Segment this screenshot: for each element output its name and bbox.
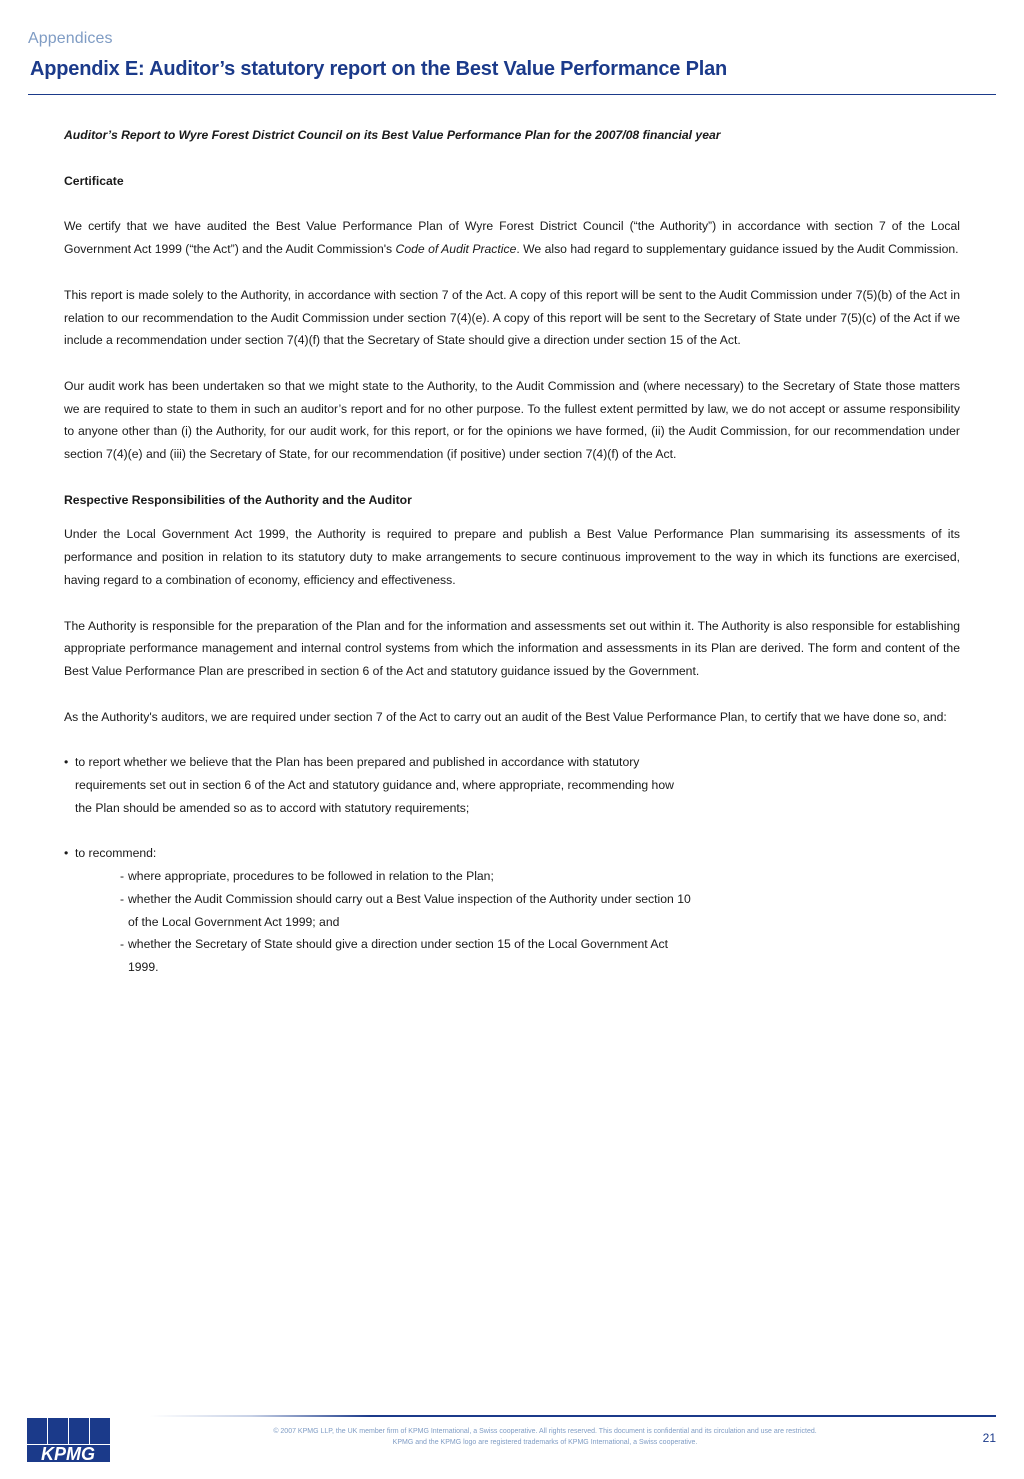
dash-icon: - bbox=[120, 937, 125, 952]
sub-list-item-text: where appropriate, procedures to be followed in relation to the Plan; bbox=[128, 869, 494, 884]
sub-list-item bbox=[120, 933, 700, 978]
responsibilities-heading: Respective Responsibilities of the Authority and the Auditor bbox=[64, 492, 412, 507]
bullet-icon: • bbox=[64, 755, 69, 770]
logo-block-4 bbox=[90, 1418, 110, 1444]
sub-list-item-text: whether the Audit Commission should carry out a Best Value inspection of the Authority under section 10 of the Local Government Act 1999; and bbox=[128, 891, 691, 929]
heading-divider bbox=[28, 94, 996, 95]
page-title: Appendix E: Auditor’s statutory report on the Best Value Performance Plan bbox=[30, 58, 728, 80]
responsibilities-paragraph-1: Under the Local Government Act 1999, the Authority is required to prepare and publish a Best Value Performance Plan summarising its assessments of its performance and position in relation to its statutory duty to make arrangements to secure continuous improvement to the way in which its functions are exercised, having regard to a combination of economy, efficiency and effectiveness. bbox=[64, 527, 960, 587]
report-body bbox=[64, 124, 960, 979]
list-item-text: to report whether we believe that the Plan has been prepared and published in accordance with statutory requirements set out in section 6 of the Act and statutory guidance and, where appropriate, recommending how the Plan should be amended so as to accord with statutory requirements; bbox=[75, 755, 674, 815]
certificate-paragraph-1-end: . We also had regard to supplementary guidance issued by the Audit Commission. bbox=[516, 242, 959, 257]
responsibilities-paragraph-2: The Authority is responsible for the preparation of the Plan and for the information and assessments set out within it. The Authority is also responsible for establishing appropriate performance management and internal control systems from which the information and assessments in its Plan are derived. The form and content of the Best Value Performance Plan are prescribed in section 6 of the Act and statutory guidance issued by the Government. bbox=[64, 618, 960, 678]
copyright-line-1: © 2007 KPMG LLP, the UK member firm of KPMG International, a Swiss cooperative. All rights reserved. This document is confidential and its circulation and use are restricted. bbox=[273, 1428, 817, 1435]
code-of-audit-practice-text: Code of Audit Practice bbox=[395, 242, 517, 257]
certificate-paragraph-3: Our audit work has been undertaken so that we might state to the Authority, to the Audit Commission and (where necessary) to the Secretary of State those matters we are required to state to them in such an auditor’s report and for no other purpose. To the fullest extent permitted by law, we do not accept or assume responsibility to anyone other than (i) the Authority, for our audit work, for this report, or for the opinions we have formed, (ii) the Audit Commission, for our recommendation under section 7(4)(e) and (iii) the Secretary of State, for our recommendation (if positive) under section 7(4)(f) of the Act. bbox=[64, 378, 960, 462]
section-label: Appendices bbox=[28, 30, 113, 47]
recommend-sub-list bbox=[120, 865, 700, 979]
dash-icon: - bbox=[120, 869, 125, 884]
kpmg-logo bbox=[26, 1417, 112, 1465]
page-number: 21 bbox=[982, 1431, 996, 1445]
certificate-paragraph-1 bbox=[64, 215, 960, 260]
footer-divider bbox=[150, 1415, 996, 1417]
copyright-line-2: KPMG and the KPMG logo are registered trademarks of KPMG International, a Swiss cooperative. bbox=[392, 1439, 698, 1446]
list-item-text: to recommend: bbox=[75, 846, 157, 861]
certificate-heading: Certificate bbox=[64, 173, 124, 188]
dash-icon: - bbox=[120, 891, 125, 906]
list-item-report bbox=[64, 751, 675, 819]
sub-list-item bbox=[120, 888, 700, 933]
logo-block-1 bbox=[27, 1418, 47, 1444]
bullet-icon: • bbox=[64, 846, 69, 861]
list-item-recommend bbox=[64, 842, 675, 865]
sub-list-item bbox=[120, 865, 700, 888]
certificate-paragraph-2: This report is made solely to the Authority, in accordance with section 7 of the Act. A copy of this report will be sent to the Audit Commission under 7(5)(b) of the Act in relation to our recommendation to the Audit Commission under section 7(4)(e). A copy of this report will be sent to the Secretary of State under 7(5)(c) of the Act if we include a recommendation under section 7(4)(f) that the Secretary of State should give a direction under section 15 of the Act. bbox=[64, 287, 960, 348]
logo-text: KPMG bbox=[41, 1444, 95, 1464]
logo-block-2 bbox=[48, 1418, 68, 1444]
responsibilities-paragraph-3: As the Authority's auditors, we are required under section 7 of the Act to carry out an audit of the Best Value Performance Plan, to certify that we have done so, and: bbox=[64, 709, 947, 724]
logo-block-3 bbox=[69, 1418, 89, 1444]
sub-list-item-text: whether the Secretary of State should give a direction under section 15 of the Local Government Act 1999. bbox=[128, 937, 668, 974]
certificate-paragraph-1-start: We certify that we have audited the Best Value Performance Plan of Wyre Forest District Council (“the Authority”) in accordance with section 7 of the Local Government Act 1999 (“the Act”) and the Audit Commission's bbox=[64, 219, 960, 257]
report-title: Auditor’s Report to Wyre Forest District Council on its Best Value Performance Plan for the 2007/08 financial year bbox=[64, 128, 721, 142]
footer-copyright bbox=[260, 1426, 830, 1448]
